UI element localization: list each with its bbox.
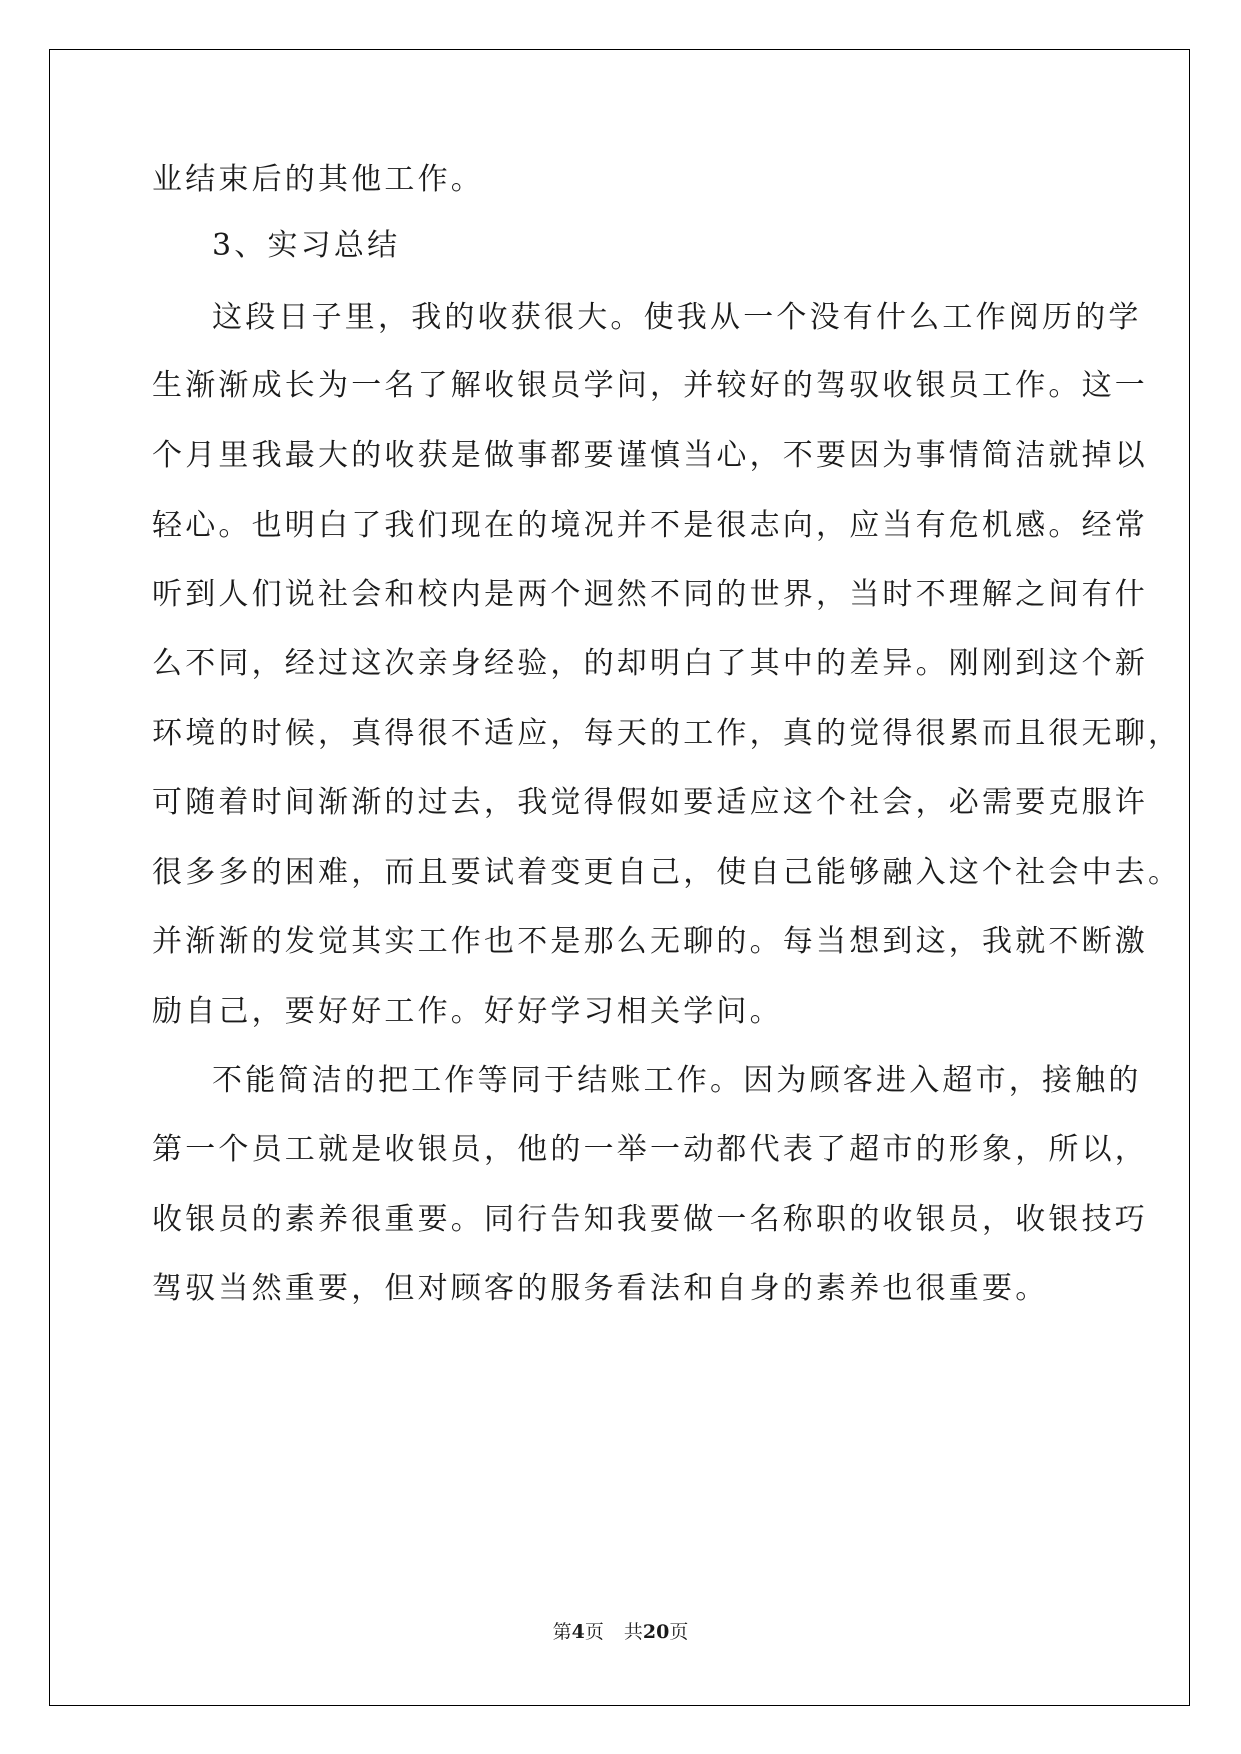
text-line-7: 听到人们说社会和校内是两个迥然不同的世界，当时不理解之间有什 <box>152 577 1148 612</box>
text-line-6: 轻心。也明白了我们现在的境况并不是很志向，应当有危机感。经常 <box>152 508 1148 543</box>
text-line-4: 生渐渐成长为一名了解收银员学问，并较好的驾驭收银员工作。这一 <box>152 368 1148 403</box>
section-heading: 3、实习总结 <box>212 228 401 263</box>
total-suffix: 页 <box>669 1621 689 1643</box>
total-prefix: 共 <box>623 1621 643 1643</box>
page-number: 4 <box>571 1621 585 1643</box>
total-pages: 20 <box>642 1621 670 1643</box>
text-line-11: 很多多的困难，而且要试着变更自己，使自己能够融入这个社会中去。 <box>152 855 1182 890</box>
text-line-12: 并渐渐的发觉其实工作也不是那么无聊的。每当想到这，我就不断激 <box>152 924 1148 959</box>
text-line-8: 么不同，经过这次亲身经验，的却明白了其中的差异。刚刚到这个新 <box>152 646 1148 681</box>
text-line-15: 第一个员工就是收银员，他的一举一动都代表了超市的形象，所以， <box>152 1132 1148 1167</box>
text-line-3: 这段日子里，我的收获很大。使我从一个没有什么工作阅历的学 <box>212 300 1142 335</box>
text-line-13: 励自己，要好好工作。好好学习相关学问。 <box>152 994 783 1029</box>
text-line-14: 不能简洁的把工作等同于结账工作。因为顾客进入超市，接触的 <box>212 1063 1142 1098</box>
text-line-1: 业结束后的其他工作。 <box>152 162 484 197</box>
text-line-17: 驾驭当然重要，但对顾客的服务看法和自身的素养也很重要。 <box>152 1271 1049 1306</box>
page-suffix: 页 <box>584 1621 604 1643</box>
text-line-9: 环境的时候，真得很不适应，每天的工作，真的觉得很累而且很无聊， <box>152 716 1182 751</box>
page-prefix: 第 <box>552 1621 572 1643</box>
text-line-5: 个月里我最大的收获是做事都要谨慎当心，不要因为事情简洁就掉以 <box>152 438 1148 473</box>
page-footer <box>0 1617 1241 1644</box>
text-line-16: 收银员的素养很重要。同行告知我要做一名称职的收银员，收银技巧 <box>152 1202 1148 1237</box>
text-line-10: 可随着时间渐渐的过去，我觉得假如要适应这个社会，必需要克服许 <box>152 785 1148 820</box>
